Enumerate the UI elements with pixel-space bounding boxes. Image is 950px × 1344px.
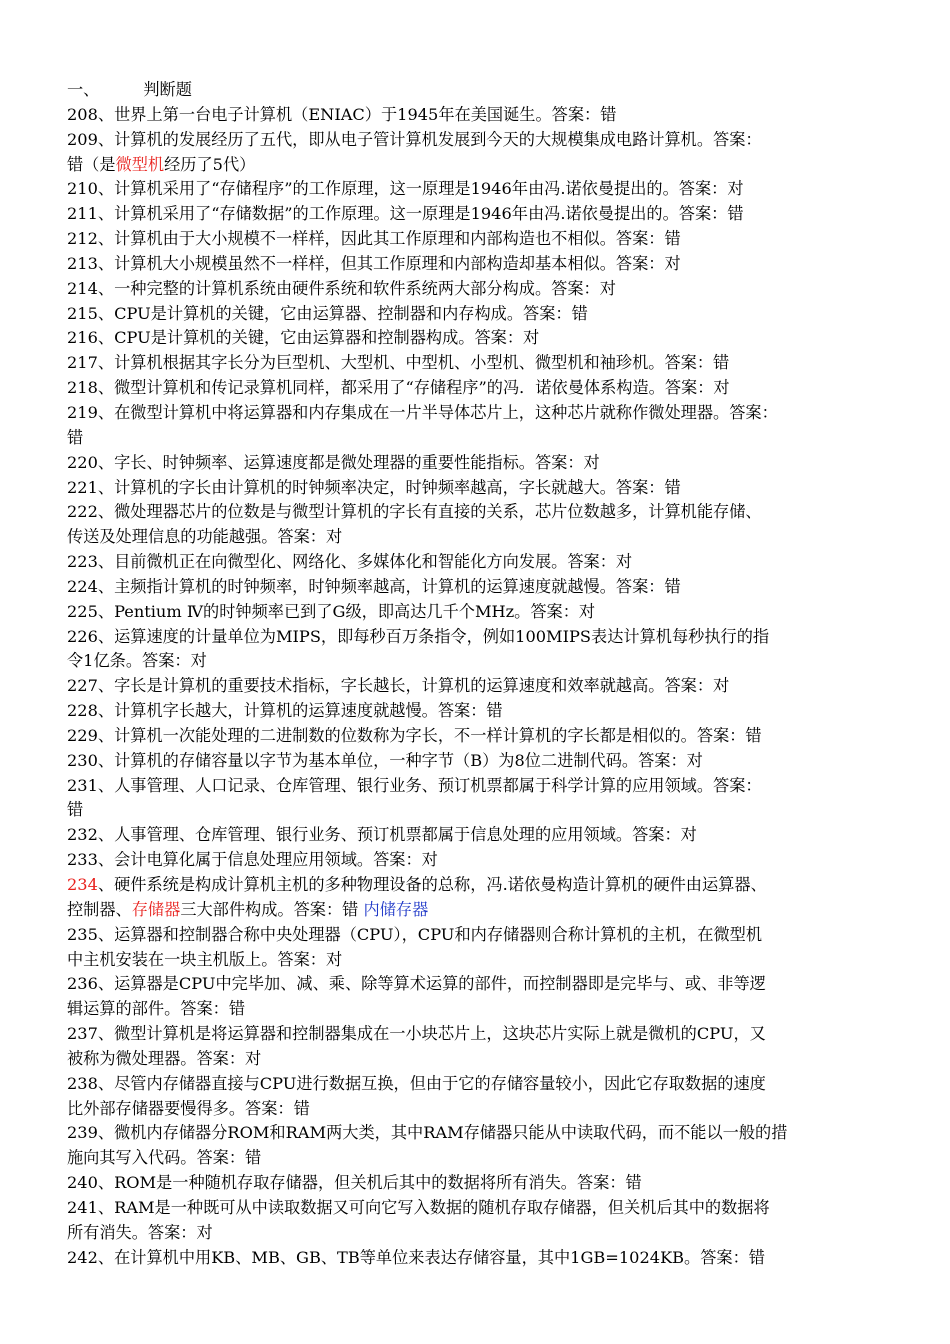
text-line: 错	[67, 800, 84, 820]
text-line: 所有消失。答案：对	[67, 1222, 213, 1242]
text-line: 223、目前微机正在向微型化、网络化、多媒体化和智能化方向发展。答案：对	[67, 552, 633, 572]
text-line: 232、人事管理、仓库管理、银行业务、预订机票都属于信息处理的应用领域。答案：对	[67, 825, 697, 845]
text-line: 224、主频指计算机的时钟频率，时钟频率越高，计算机的运算速度就越慢。答案：错	[67, 576, 681, 596]
text-line: 242、在计算机中用KB、MB、GB、TB等单位来表达存储容量，其中1GB=1024KB。答案：错	[67, 1247, 765, 1267]
text-line: 230、计算机的存储容量以字节为基本单位，一种字节（B）为8位二进制代码。答案：对	[67, 750, 703, 770]
text-line: 240、ROM是一种随机存取存储器，但关机后其中的数据将所有消失。答案：错	[67, 1173, 642, 1193]
text-line: 231、人事管理、人口记录、仓库管理、银行业务、预订机票都属于科学计算的应用领域。答案：	[67, 775, 762, 795]
text-line: 被称为微处理器。答案：对	[67, 1048, 262, 1068]
text-line: 219、在微型计算机中将运算器和内存集成在一片半导体芯片上，这种芯片就称作微处理器。答案：	[67, 402, 778, 422]
text-line: 209、计算机的发展经历了五代，即从电子管计算机发展到今天的大规模集成电路计算机。答案：	[67, 129, 762, 149]
text-line: 216、CPU是计算机的关键，它由运算器和控制器构成。答案：对	[67, 328, 540, 348]
text-segment: 、硬件系统是构成计算机主机的多种物理设备的总称，冯.诺依曼构造计算机的硬件由运算器、	[97, 875, 767, 894]
text-line: 错	[67, 427, 84, 447]
document-body	[67, 78, 892, 1271]
text-line: 238、尽管内存储器直接与CPU进行数据互换，但由于它的存储容量较小，因此它存取数据的速度	[67, 1073, 766, 1093]
question-list	[67, 103, 892, 1271]
text-line	[67, 153, 892, 178]
text-line: 226、运算速度的计量单位为MIPS，即每秒百万条指令，例如100MIPS表达计算机每秒执行的指	[67, 626, 770, 646]
text-line: 220、字长、时钟频率、运算速度都是微处理器的重要性能指标。答案：对	[67, 452, 600, 472]
text-line: 228、计算机字长越大，计算机的运算速度就越慢。答案：错	[67, 701, 503, 721]
text-line: 214、一种完整的计算机系统由硬件系统和软件系统两大部分构成。答案：对	[67, 278, 616, 298]
text-line: 中主机安装在一块主机版上。答案：对	[67, 949, 343, 969]
text-line: 237、微型计算机是将运算器和控制器集成在一小块芯片上，这块芯片实际上就是微机的CPU，又	[67, 1024, 766, 1044]
highlighted-text: 234	[67, 875, 98, 894]
section-heading	[67, 78, 892, 103]
text-line: 221、计算机的字长由计算机的时钟频率决定，时钟频率越高，字长就越大。答案：错	[67, 477, 681, 497]
text-segment: 错（是	[67, 154, 116, 174]
text-line: 236、运算器是CPU中完毕加、减、乘、除等算术运算的部件，而控制器即是完毕与、或、非等逻	[67, 974, 766, 994]
text-line: 233、会计电算化属于信息处理应用领域。答案：对	[67, 850, 438, 870]
text-line: 辑运算的部件。答案：错	[67, 999, 246, 1019]
text-segment: 三大部件构成。答案：错	[180, 899, 364, 919]
text-line	[67, 873, 892, 898]
highlighted-text: 微型机	[115, 154, 165, 174]
text-line: 239、微机内存储器分ROM和RAM两大类，其中RAM存储器只能从中读取代码，而不能以一般的措	[67, 1123, 788, 1143]
text-line: 225、Pentium Ⅳ的时钟频率已到了G级，即高达几千个MHz。答案：对	[67, 601, 596, 621]
text-line: 传送及处理信息的功能越强。答案：对	[67, 527, 343, 547]
text-line: 217、计算机根据其字长分为巨型机、大型机、中型机、小型机、微型机和袖珍机。答案：错	[67, 353, 730, 373]
text-line: 222、微处理器芯片的位数是与微型计算机的字长有直接的关系，芯片位数越多，计算机能存储、	[67, 502, 762, 522]
text-line: 218、微型计算机和传记录算机同样，都采用了“存储程序”的冯．诺依曼体系构造。答案：对	[67, 378, 730, 398]
highlighted-text: 内储存器	[363, 899, 429, 919]
text-line: 211、计算机采用了“存储数据”的工作原理。这一原理是1946年由冯.诺依曼提出的。答案：错	[67, 204, 744, 224]
section-number: 一、	[67, 80, 100, 99]
text-segment: 经历了5代）	[164, 154, 256, 174]
text-line: 241、RAM是一种既可从中读取数据又可向它写入数据的随机存取存储器，但关机后其中的数据将	[67, 1197, 770, 1217]
text-line: 210、计算机采用了“存储程序”的工作原理，这一原理是1946年由冯.诺依曼提出的。答案：对	[67, 179, 744, 199]
text-line: 235、运算器和控制器合称中央处理器（CPU），CPU和内存储器则合称计算机的主机，在微型机	[67, 924, 763, 944]
text-line: 229、计算机一次能处理的二进制数的位数称为字长，不一样计算机的字长都是相似的。答案：错	[67, 725, 762, 745]
section-title: 判断题	[143, 80, 192, 99]
highlighted-text: 存储器	[131, 899, 181, 919]
text-segment: 控制器、	[67, 899, 132, 919]
text-line	[67, 898, 892, 923]
text-line: 213、计算机大小规模虽然不一样样，但其工作原理和内部构造却基本相似。答案：对	[67, 253, 681, 273]
text-line: 令1亿条。答案：对	[67, 651, 207, 671]
text-line: 215、CPU是计算机的关键，它由运算器、控制器和内存构成。答案：错	[67, 303, 588, 323]
text-line: 227、字长是计算机的重要技术指标，字长越长，计算机的运算速度和效率就越高。答案：对	[67, 676, 730, 696]
text-line: 212、计算机由于大小规模不一样样，因此其工作原理和内部构造也不相似。答案：错	[67, 229, 681, 249]
text-line: 比外部存储器要慢得多。答案：错	[67, 1098, 310, 1118]
text-line: 施向其写入代码。答案：错	[67, 1148, 262, 1168]
text-line: 208、世界上第一台电子计算机（ENIAC）于1945年在美国诞生。答案：错	[67, 104, 617, 124]
